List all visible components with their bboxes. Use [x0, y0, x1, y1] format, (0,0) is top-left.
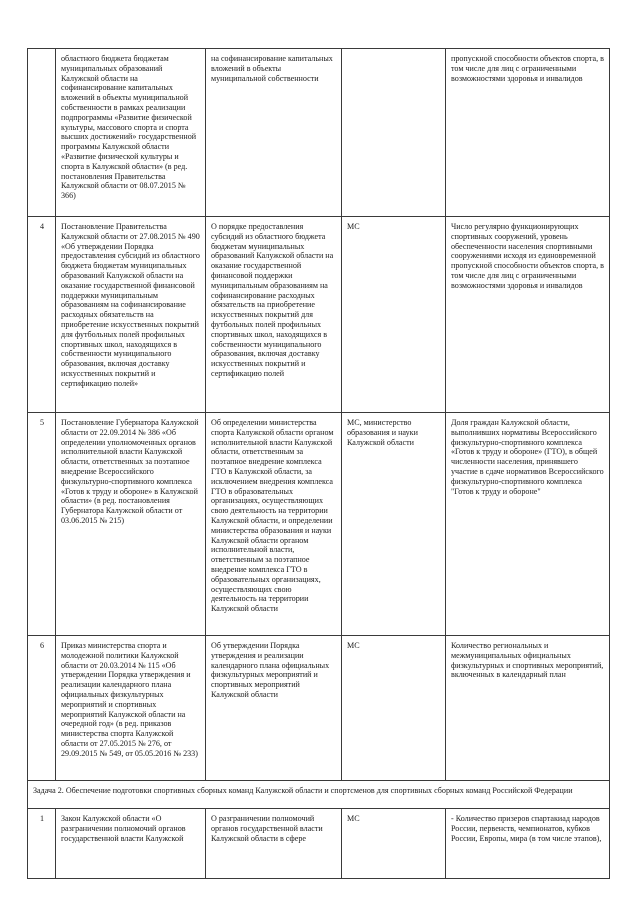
row-number: [28, 49, 56, 217]
table-row: [28, 809, 610, 879]
document-cell: Постановление Правительства Калужской области от 27.08.2015 № 490 «Об утверждении Порядка предоставления субсидий из областного бюджета бюджетам муниципальных образований Калужской области на оказание государственной финансовой поддержки муниципальным образованиям на софинансирование расходных обязательств на приобретение искусственных покрытий для футбольных полей профильных спортивных школ, находящихся в собственности муниципального образования, включая доставку искусственных покрытий и сертификацию полей»: [56, 217, 206, 413]
document-cell: Постановление Губернатора Калужской области от 22.09.2014 № 386 «Об определении уполномоченных органов исполнительной власти Калужской области, ответственных за поэтапное внедрение Всероссийского физкультурно-спортивного комплекса «Готов к труду и обороне» в Калужской области» (в ред. постановления Губернатора Калужской области от 03.06.2015 № 215): [56, 413, 206, 636]
row-number: 4: [28, 217, 56, 413]
task-heading-row: [28, 781, 610, 809]
indicator-cell: Доля граждан Калужской области, выполнивших нормативы Всероссийского физкультурно-спортивного комплекса «Готов к труду и обороне» (ГТО), в общей численности населения, принявшего участие в сдаче нормативов Всероссийского физкультурно-спортивного комплекса "Готов к труду и обороне": [446, 413, 610, 636]
subject-cell: Об определении министерства спорта Калужской области органом исполнительной власти Калужской области, ответственным за поэтапное внедрение комплекса ГТО в Калужской области, за исключением внедрения комплекса ГТО в образовательных организациях, осуществляющих свою деятельность на территории Калужской области, и определении министерства образования и науки Калужской области органом исполнительной власти, ответственным за поэтапное внедрение комплекса ГТО в образовательных организациях, осуществляющих свою деятельность на территории Калужской области: [206, 413, 342, 636]
indicator-cell: Количество региональных и межмуниципальных официальных физкультурных и спортивных мероприятий, включенных в календарный план: [446, 636, 610, 781]
executor-cell: МС: [342, 636, 446, 781]
table-row: [28, 413, 610, 636]
table-row: [28, 217, 610, 413]
executor-cell: МС: [342, 217, 446, 413]
executor-cell: [342, 49, 446, 217]
executor-cell: МС: [342, 809, 446, 879]
document-cell: областного бюджета бюджетам муниципальных образований Калужской области на софинансирование капитальных вложений в объекты муниципальной собственности в рамках реализации подпрограммы «Развитие физической культуры, массового спорта и спорта высших достижений» государственной программы Калужской области «Развитие физической культуры и спорта в Калужской области» (в ред. постановления Правительства Калужской области от 08.07.2015 № 366): [56, 49, 206, 217]
subject-cell: на софинансирование капитальных вложений в объекты муниципальной собственности: [206, 49, 342, 217]
document-cell: Приказ министерства спорта и молодежной политики Калужской области от 20.03.2014 № 115 «Об утверждении Порядка утверждения и реализации календарного плана официальных физкультурных мероприятий и спортивных мероприятий Калужской области на очередной год» (в ред. приказов министерства спорта Калужской области от 27.05.2015 № 276, от 29.09.2015 № 549, от 05.05.2016 № 233): [56, 636, 206, 781]
row-number: 5: [28, 413, 56, 636]
row-number: 6: [28, 636, 56, 781]
row-number: 1: [28, 809, 56, 879]
subject-cell: О порядке предоставления субсидий из областного бюджета бюджетам муниципальных образований Калужской области на оказание государственной финансовой поддержки муниципальным образованиям на софинансирование расходных обязательств на приобретение искусственных покрытий для футбольных полей профильных спортивных школ, находящихся в собственности муниципального образования, включая доставку искусственных покрытий и сертификацию полей: [206, 217, 342, 413]
indicator-cell: - Количество призеров спартакиад народов России, первенств, чемпионатов, кубков России, Европы, мира (в том числе этапов),: [446, 809, 610, 879]
table-row: [28, 636, 610, 781]
document-cell: Закон Калужской области «О разграничении полномочий органов государственной власти Калужской: [56, 809, 206, 879]
table-row: [28, 49, 610, 217]
regulatory-acts-table: [27, 48, 610, 879]
indicator-cell: Число регулярно функционирующих спортивных сооружений, уровень обеспеченности населения спортивными сооружениями исходя из единовременной пропускной способности объектов спорта, в том числе для лиц с ограниченными возможностями здоровья и инвалидов: [446, 217, 610, 413]
task-2-heading: Задача 2. Обеспечение подготовки спортивных сборных команд Калужской области и спортсменов для спортивных сборных команд Российской Федерации: [28, 781, 610, 809]
subject-cell: О разграничении полномочий органов государственной власти Калужской области в сфере: [206, 809, 342, 879]
executor-cell: МС, министерство образования и науки Калужской области: [342, 413, 446, 636]
subject-cell: Об утверждении Порядка утверждения и реализации календарного плана официальных физкультурных мероприятий и спортивных мероприятий Калужской области: [206, 636, 342, 781]
indicator-cell: пропускной способности объектов спорта, в том числе для лиц с ограниченными возможностями здоровья и инвалидов: [446, 49, 610, 217]
